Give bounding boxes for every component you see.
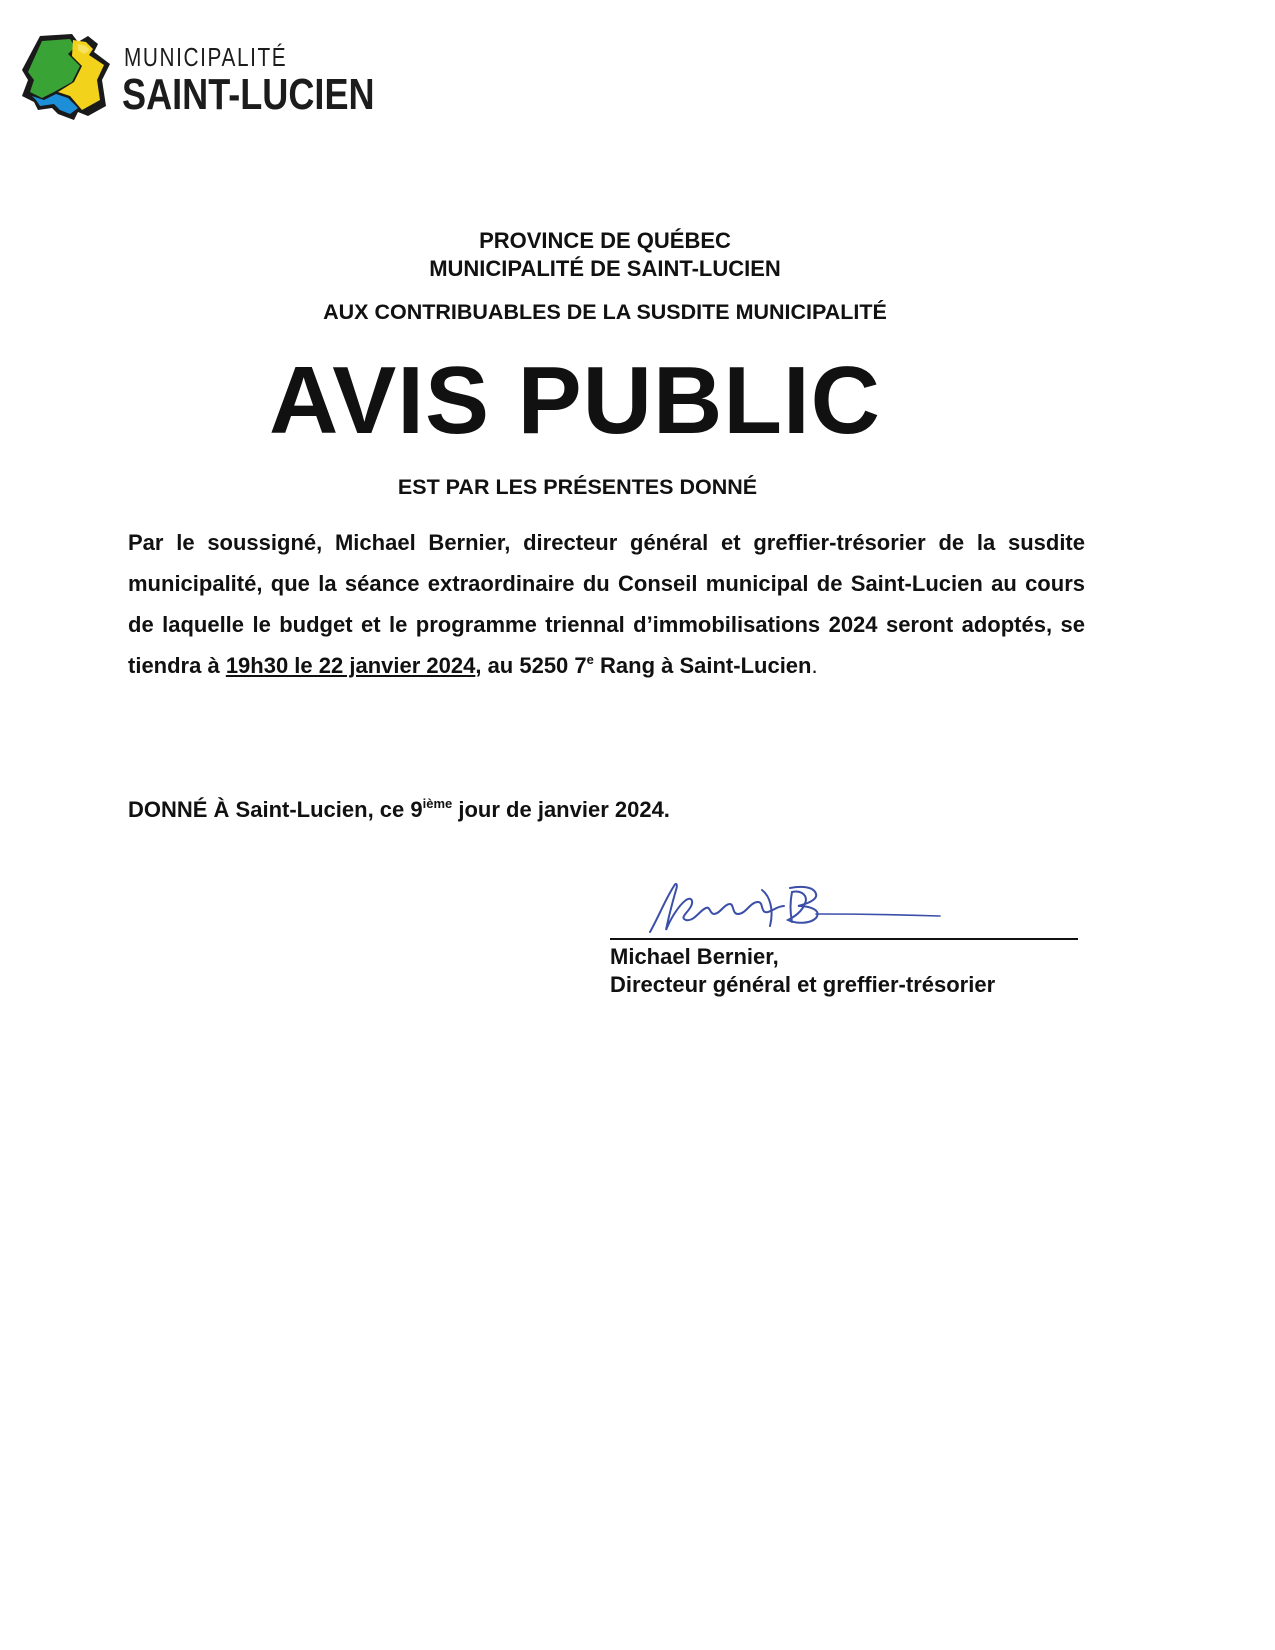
municipality-heading: MUNICIPALITÉ DE SAINT-LUCIEN [429,256,781,281]
puzzle-logo-icon [18,30,114,122]
notice-body [128,522,1085,686]
signer-title: Directeur général et greffier-trésorier [610,972,996,997]
signer-name: Michael Bernier, [610,944,779,969]
municipality-logo [18,30,378,122]
handwritten-signature [640,880,960,940]
meeting-date-time: 19h30 le 22 janvier 2024 [225,653,476,678]
body-text-part1: Par le soussigné, Michael Bernier, directeur général et greffier-trésorier de la susdite municipalité, que la séance extraordinaire du Conseil municipal de Saint-Lucien au cours de laquelle le budget et le programme triennal d’immobilisations 2024 seront adoptés, se tiendra à [128,530,1085,678]
given-superscript: ième [422,796,453,811]
body-text-end: . [811,653,818,678]
body-text-part3: Rang à Saint-Lucien [593,653,812,678]
province-heading: PROVINCE DE QUÉBEC [479,228,731,253]
body-text-part2: , au 5250 7 [475,653,587,678]
logo-municipalite-text: MUNICIPALITÉ [124,42,288,72]
addressee-heading: AUX CONTRIBUABLES DE LA SUSDITE MUNICIPALITÉ [323,300,887,324]
body-superscript: e [586,652,594,667]
given-prefix: DONNÉ À Saint-Lucien, ce 9 [128,797,423,822]
logo-saint-lucien-text: SAINT-LUCIEN [122,70,375,119]
page-title: AVIS PUBLIC [269,347,881,454]
given-statement [128,797,670,823]
signature-line [610,938,1078,940]
given-suffix: jour de janvier 2024. [452,797,670,822]
notice-subtitle: EST PAR LES PRÉSENTES DONNÉ [397,475,758,499]
